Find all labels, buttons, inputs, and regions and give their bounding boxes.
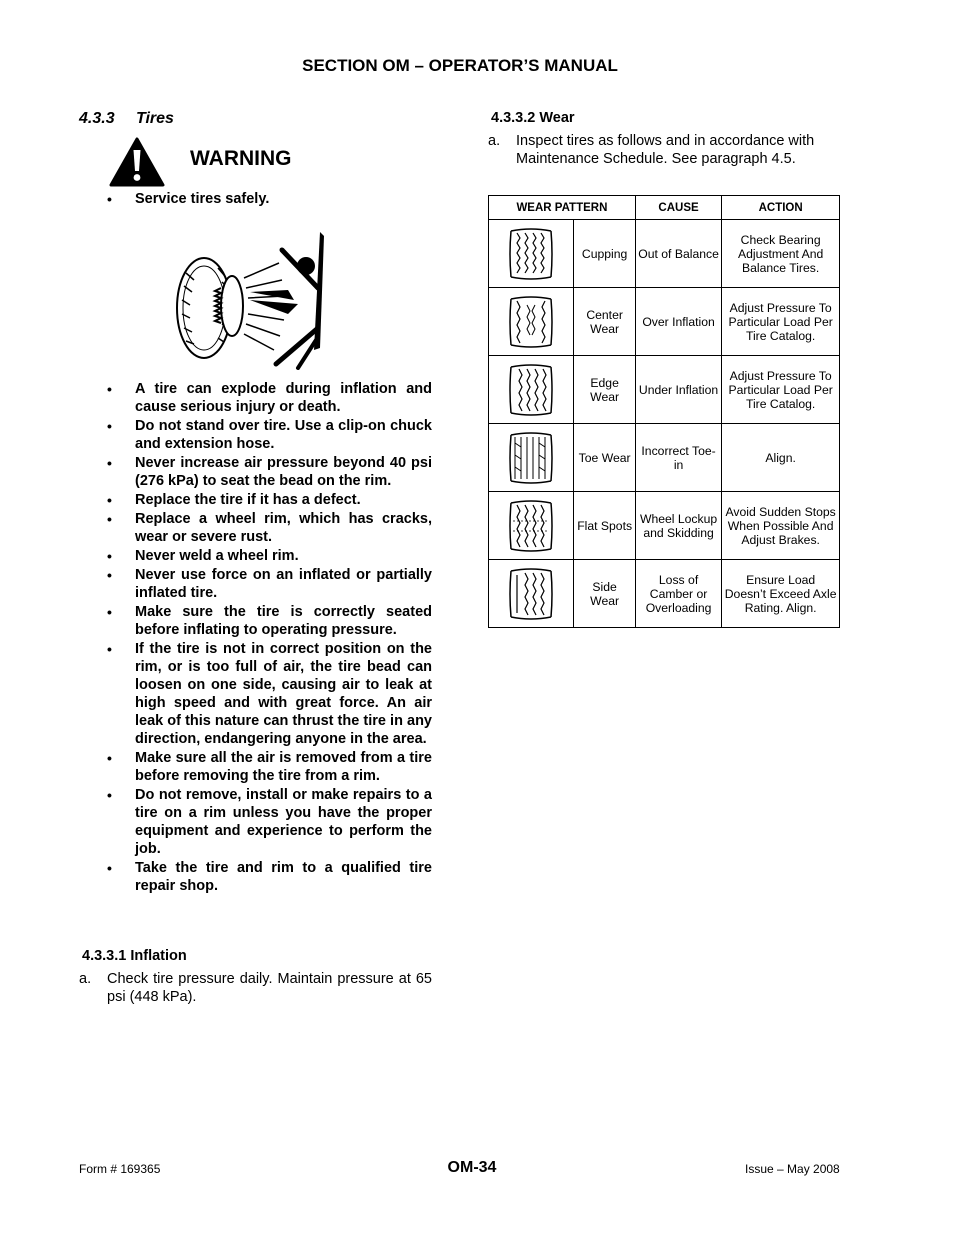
wear-cause: Over Inflation [635, 288, 721, 356]
list-item: • Replace the tire if it has a defect. [107, 491, 432, 509]
wear-pattern-table [488, 195, 840, 628]
tread-cell [489, 220, 574, 288]
subsection-heading-wear: 4.3.3.2 Wear [491, 110, 575, 126]
tread-cell [489, 560, 574, 628]
item-text: Inspect tires as follows and in accordance with Maintenance Schedule. See paragraph 4.5. [516, 133, 815, 167]
item-text: Check tire pressure daily. Maintain pressure at 65 psi (448 kPa). [107, 971, 432, 1005]
section-heading-tires [79, 110, 174, 128]
tread-side-wear-icon [505, 567, 557, 621]
warning-label: WARNING [190, 147, 292, 170]
list-item: • Service tires safely. [107, 190, 432, 208]
wear-action: Ensure Load Doesn’t Exceed Axle Rating. Align. [722, 560, 840, 628]
wear-cause: Out of Balance [635, 220, 721, 288]
list-item: • Make sure all the air is removed from a tire before removing the tire from a rim. [107, 749, 432, 785]
list-item: • If the tire is not in correct position on the rim, or is too full of air, the tire bead can loosen on one side, causing air to leak at high speed and with great force. An air leak of this nature can thrust the tire in any direction, endangering anyone in the area. [107, 640, 432, 748]
table-row [489, 492, 840, 560]
table-header-row [489, 196, 840, 220]
section-title: Tires [136, 110, 174, 127]
form-number: Form # 169365 [79, 1162, 161, 1176]
safety-list [107, 380, 432, 896]
tread-toe-wear-icon [505, 431, 557, 485]
list-item: • Replace a wheel rim, which has cracks, wear or severe rust. [107, 510, 432, 546]
item-letter: a. [488, 133, 501, 149]
list-item: • Never increase air pressure beyond 40 psi (276 kPa) to seat the bead on the rim. [107, 454, 432, 490]
wear-paragraph [488, 132, 843, 168]
tread-cell [489, 492, 574, 560]
wear-pattern-name: Center Wear [574, 288, 635, 356]
subsection-heading-inflation: 4.3.3.1 Inflation [82, 948, 187, 964]
issue-date: Issue – May 2008 [745, 1162, 840, 1176]
wear-pattern-name: Edge Wear [574, 356, 635, 424]
wear-cause: Wheel Lockup and Skidding [635, 492, 721, 560]
section-number: 4.3.3 [79, 110, 115, 127]
tread-cupping-icon [505, 227, 557, 281]
item-letter: a. [79, 971, 92, 987]
tire-explosion-illustration [174, 228, 330, 370]
column-header: ACTION [722, 196, 840, 220]
wear-cause: Incorrect Toe-in [635, 424, 721, 492]
wear-action: Check Bearing Adjustment And Balance Tires. [722, 220, 840, 288]
list-item: • Do not remove, install or make repairs to a tire on a rim unless you have the proper equipment and experience to perform the job. [107, 786, 432, 858]
list-item: • Never use force on an inflated or partially inflated tire. [107, 566, 432, 602]
list-item: • Make sure the tire is correctly seated before inflating to operating pressure. [107, 603, 432, 639]
tread-cell [489, 288, 574, 356]
wear-action: Adjust Pressure To Particular Load Per Tire Catalog. [722, 288, 840, 356]
table-row [489, 560, 840, 628]
wear-cause: Under Inflation [635, 356, 721, 424]
warning-triangle-icon [109, 137, 165, 187]
tread-cell [489, 356, 574, 424]
tread-flat-spots-icon [505, 499, 557, 553]
wear-pattern-name: Flat Spots [574, 492, 635, 560]
table-row [489, 356, 840, 424]
tread-cell [489, 424, 574, 492]
page-title: SECTION OM – OPERATOR’S MANUAL [302, 56, 618, 75]
tread-edge-wear-icon [505, 363, 557, 417]
wear-pattern-name: Toe Wear [574, 424, 635, 492]
wear-cause: Loss of Camber or Overloading [635, 560, 721, 628]
safety-list-top [107, 190, 432, 209]
tread-center-wear-icon [505, 295, 557, 349]
list-item: • Never weld a wheel rim. [107, 547, 432, 565]
column-header: WEAR PATTERN [489, 196, 636, 220]
page-number: OM-34 [447, 1159, 497, 1176]
list-item: • A tire can explode during inflation and cause serious injury or death. [107, 380, 432, 416]
column-header: CAUSE [635, 196, 721, 220]
wear-pattern-name: Cupping [574, 220, 635, 288]
wear-action: Align. [722, 424, 840, 492]
wear-action: Adjust Pressure To Particular Load Per Tire Catalog. [722, 356, 840, 424]
list-item: • Take the tire and rim to a qualified tire repair shop. [107, 859, 432, 895]
wear-action: Avoid Sudden Stops When Possible And Adjust Brakes. [722, 492, 840, 560]
table-row [489, 424, 840, 492]
table-row [489, 220, 840, 288]
list-item: • Do not stand over tire. Use a clip-on chuck and extension hose. [107, 417, 432, 453]
table-row [489, 288, 840, 356]
inflation-paragraph [79, 970, 432, 1006]
wear-pattern-name: Side Wear [574, 560, 635, 628]
